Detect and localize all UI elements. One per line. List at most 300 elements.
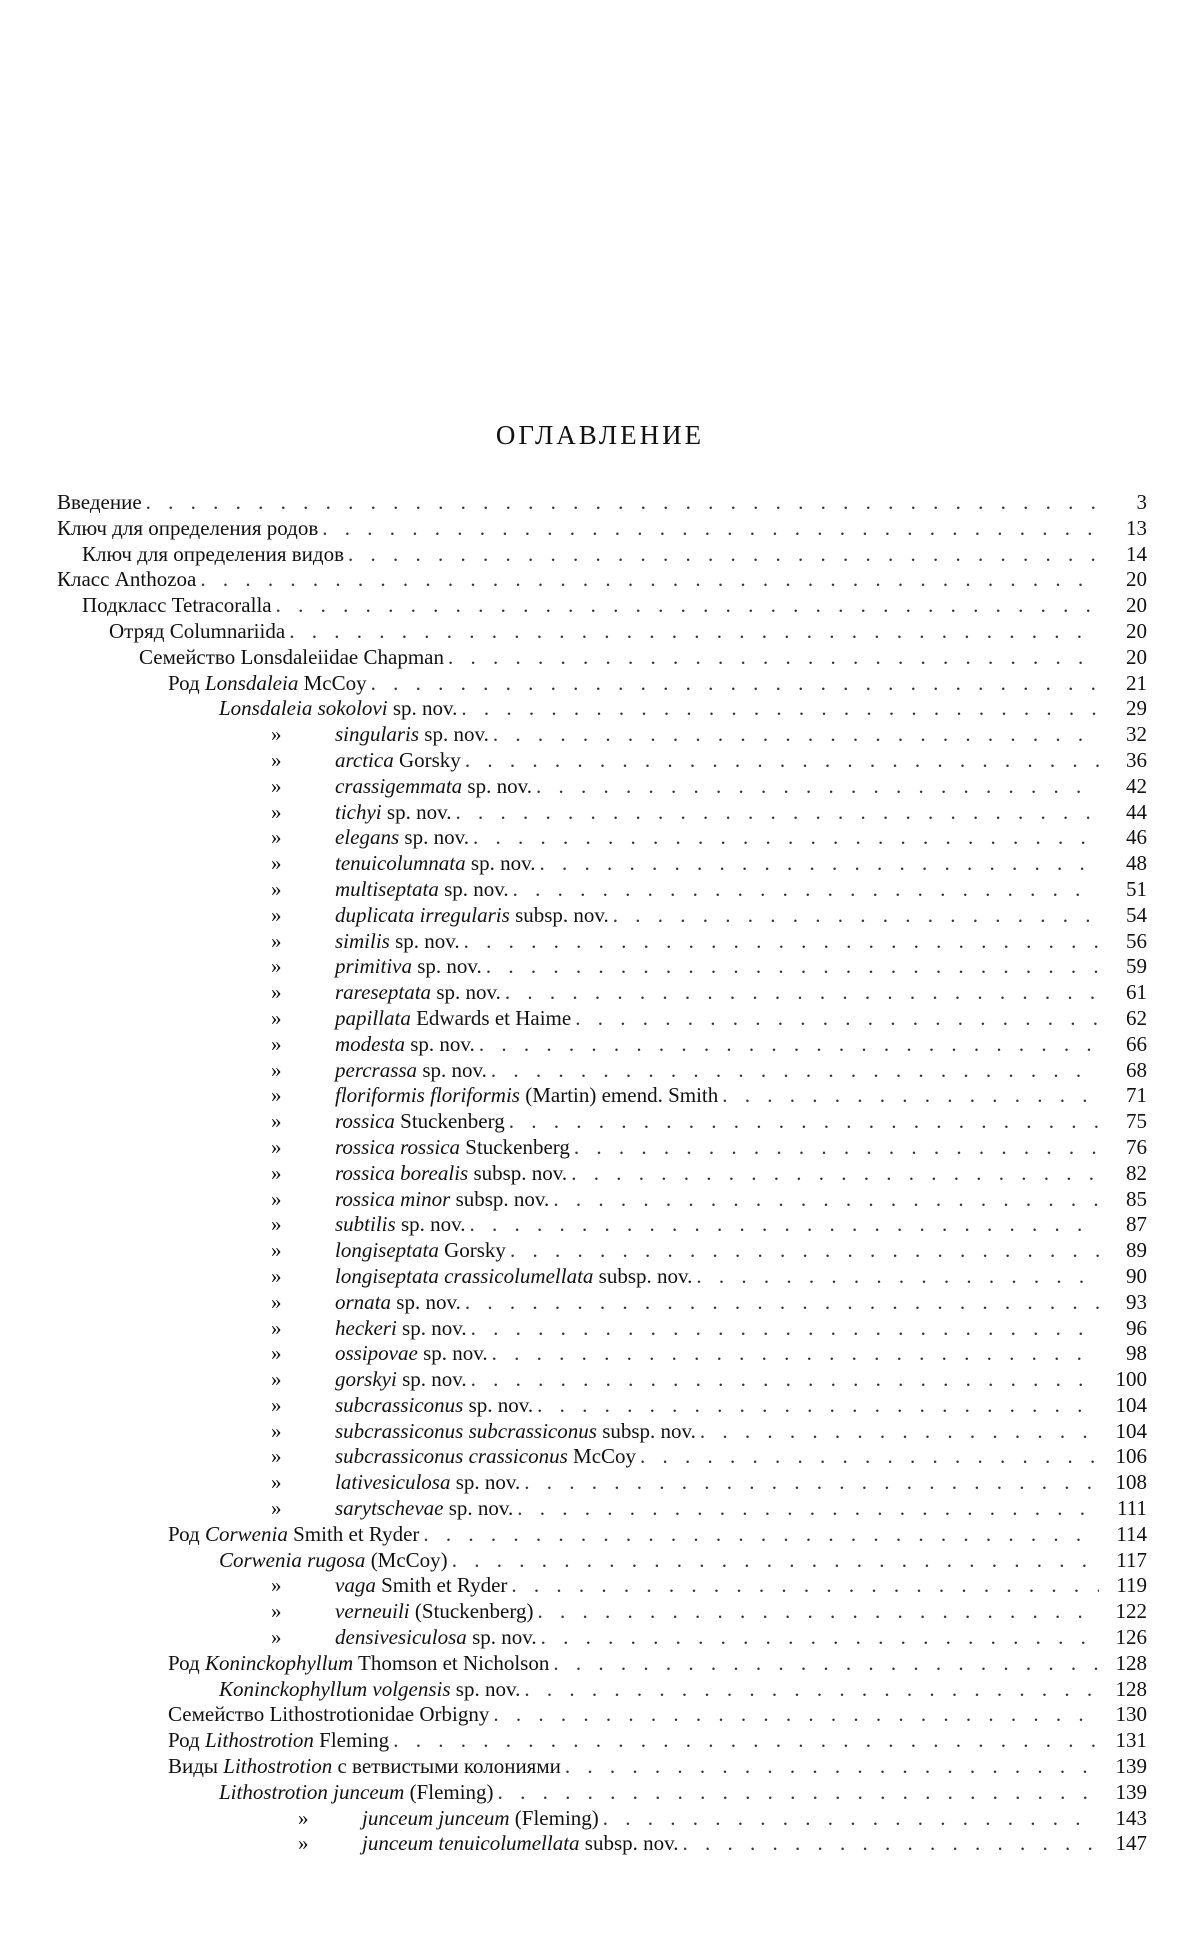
dot-leader [696,1264,1099,1290]
toc-entry-label [168,1754,561,1780]
toc-entry-label [57,490,142,516]
toc-entry-label [271,774,532,800]
page-number: 44 [1126,799,1147,824]
toc-entry [57,1522,1147,1548]
taxon-name: heckeri [335,1315,397,1340]
page-title: ОГЛАВЛЕНИЕ [495,420,705,450]
dot-leader [683,1831,1099,1857]
toc-entry [57,1264,1147,1290]
page-number: 131 [1115,1728,1147,1753]
page-number: 20 [1126,644,1147,669]
toc-entry-label [271,1316,467,1342]
entry-text: McCoy [298,670,367,695]
taxon-name: Lithostrotion junceum [219,1779,405,1804]
toc-entry-label [271,1161,567,1187]
dot-leader [393,1728,1099,1754]
toc-entry-label [271,1290,461,1316]
ditto-mark: » [271,825,282,850]
ditto-mark: » [271,1573,282,1598]
toc-entry [57,1161,1147,1187]
ditto-mark: » [271,1134,282,1159]
toc-entry-label [168,671,367,697]
toc-entry [57,1548,1147,1574]
dot-leader [486,954,1099,980]
page-number: 13 [1126,515,1147,540]
entry-text: sp. nov. [462,773,532,798]
page-number: 114 [1116,1521,1147,1546]
taxon-name: densivesiculosa [335,1625,467,1650]
taxon-name: junceum junceum [362,1805,510,1830]
taxon-name: Lonsdaleia [205,670,299,695]
dot-leader [492,1341,1099,1367]
ditto-mark: » [271,902,282,927]
taxon-name: verneuili [335,1599,410,1624]
taxon-name: Lithostrotion [223,1754,333,1779]
ditto-mark: » [271,1392,282,1417]
entry-text: sp. nov. [395,1212,466,1237]
toc-entry [57,722,1147,748]
dot-leader [348,542,1099,568]
taxon-name: gorskyi [335,1367,397,1392]
toc-entry [57,1212,1147,1238]
taxon-name: junceum tenuicolumellata [362,1831,580,1856]
entry-text: Введение [57,490,142,514]
dot-leader [465,1290,1099,1316]
taxon-name: ornata [335,1289,392,1314]
toc-entry-label [271,1444,636,1470]
taxon-name: Corwenia [205,1521,288,1546]
page-number: 61 [1126,980,1147,1005]
page-number: 42 [1126,773,1147,798]
taxon-name: similis [335,928,390,953]
entry-text: (Martin) emend. Smith [519,1083,719,1108]
entry-text: sp. nov. [463,1392,534,1417]
dot-leader [471,1367,1099,1393]
toc-entry-label [271,929,460,955]
dot-leader [537,1599,1099,1625]
dot-leader [371,671,1099,697]
entry-text: sp. nov. [412,954,482,979]
entry-text: Fleming [313,1728,390,1753]
toc-entry [57,1651,1147,1677]
ditto-mark: » [298,1805,309,1830]
entry-text: sp. nov. [387,696,458,721]
page-number: 3 [1136,490,1147,514]
entry-text: (Stuckenberg) [409,1599,534,1624]
page-number: 128 [1115,1676,1147,1701]
toc-entry-label [109,619,285,645]
toc-entry-label [271,722,489,748]
taxon-name: ossipovae [335,1341,418,1366]
page-number: 130 [1115,1702,1147,1727]
toc-entry [57,1677,1147,1703]
page-number: 100 [1115,1367,1147,1392]
toc-entry-label [271,903,609,929]
entry-text: McCoy [567,1444,637,1469]
page-number: 104 [1115,1418,1147,1443]
toc-entry-label [271,851,535,877]
toc-entry-label [271,1135,570,1161]
page-number: 76 [1126,1134,1147,1159]
dot-leader [539,851,1099,877]
entry-text: Smith et Ryder [375,1573,508,1598]
toc-entry-label [271,1367,467,1393]
toc-entry [57,516,1147,542]
dot-leader [452,1548,1099,1574]
toc-entry [57,1290,1147,1316]
entry-text: Edwards et Haime [410,1005,572,1030]
page-number: 54 [1126,902,1147,927]
entry-text: Smith et Ryder [287,1521,420,1546]
entry-text: subsp. nov. [579,1831,679,1856]
page-number: 71 [1126,1083,1147,1108]
entry-text: sp. nov. [391,1289,461,1314]
entry-text: с ветвистыми колониями [332,1754,561,1779]
dot-leader [574,1135,1099,1161]
toc-entry [57,593,1147,619]
toc-entry-label [271,1006,571,1032]
dot-leader [493,722,1099,748]
toc-entry [57,1625,1147,1651]
dot-leader [461,696,1099,722]
toc-entry [57,645,1147,671]
page-number: 56 [1126,928,1147,953]
page-number: 20 [1126,618,1147,643]
toc-entry [57,1238,1147,1264]
taxon-name: rossica rossica [335,1134,461,1159]
dot-leader [473,825,1099,851]
taxon-name: subcrassiconus [335,1392,464,1417]
entry-text: sp. nov. [405,1031,475,1056]
ditto-mark: » [271,747,282,772]
entry-text: subsp. nov. [596,1418,696,1443]
ditto-mark: » [271,1238,282,1263]
dot-leader [465,748,1099,774]
dot-leader [470,1212,1100,1238]
entry-text: Ключ для определения родов [57,515,319,540]
dot-leader [322,516,1099,542]
toc-entry [57,1599,1147,1625]
toc-entry [57,1032,1147,1058]
entry-text: sp. nov. [450,1676,521,1701]
page-number: 62 [1126,1005,1147,1030]
entry-text: sp. nov. [438,876,509,901]
dot-leader [276,593,1099,619]
dot-leader [524,1470,1099,1496]
dot-leader [603,1806,1099,1832]
dot-leader [640,1444,1099,1470]
toc-entry [57,1316,1147,1342]
page-number: 21 [1126,670,1147,695]
toc-entry [57,851,1147,877]
toc-entry-label [298,1831,679,1857]
taxon-name: Koninckophyllum volgensis [219,1676,451,1701]
toc-entry-label [271,1032,475,1058]
toc-entry [57,800,1147,826]
taxon-name: floriformis floriformis [335,1083,520,1108]
taxon-name: Koninckophyllum [205,1650,354,1675]
dot-leader [575,1006,1099,1032]
entry-text: sp. nov. [466,1625,537,1650]
page-number: 122 [1115,1599,1147,1624]
ditto-mark: » [271,1470,282,1495]
toc-entry [57,1135,1147,1161]
entry-text: subsp. nov. [450,1186,550,1211]
toc-entry-label [219,1780,494,1806]
toc-entry-label [168,1702,489,1728]
toc-entry [57,1496,1147,1522]
toc-entry [57,1754,1147,1780]
ditto-mark: » [271,1031,282,1056]
entry-text: sp. nov. [431,980,501,1005]
toc-entry-label [271,1083,718,1109]
page-number: 46 [1126,825,1147,850]
toc-entry [57,1728,1147,1754]
toc-entry [57,1702,1147,1728]
dot-leader [553,1651,1099,1677]
taxon-name: lativesiculosa [335,1470,451,1495]
ditto-mark: » [271,1599,282,1624]
entry-text: sp. nov. [396,1315,467,1340]
ditto-mark: » [271,1444,282,1469]
taxon-name: modesta [335,1031,405,1056]
ditto-mark: » [271,1315,282,1340]
ditto-mark: » [271,1263,282,1288]
ditto-mark: » [271,1057,282,1082]
entry-text: subsp. nov. [509,902,609,927]
page-number: 139 [1115,1779,1147,1804]
toc-entry [57,490,1147,516]
dot-leader [146,490,1099,516]
toc-entry [57,825,1147,851]
toc-entry-label [271,1625,537,1651]
entry-text: sp. nov. [381,799,452,824]
page-number: 82 [1126,1160,1147,1185]
dot-leader [289,619,1099,645]
entry-text: Род [168,1728,205,1753]
toc-entry-label [271,748,461,774]
toc-entry-label [271,1419,696,1445]
taxon-name: subcrassiconus crassiconus [335,1444,568,1469]
page-number: 104 [1115,1392,1147,1417]
entry-text: Семейство Lithostrotionidae Orbigny [168,1702,490,1727]
table-of-contents [57,490,1147,1857]
toc-entry [57,1780,1147,1806]
entry-text: Класс Anthozoa [57,567,197,592]
toc-entry-label [168,1651,549,1677]
dot-leader [498,1780,1099,1806]
entry-text: Stuckenberg [460,1134,570,1159]
dot-leader [536,774,1099,800]
page-number: 117 [1116,1547,1147,1572]
toc-entry-label [168,1728,389,1754]
toc-entry [57,877,1147,903]
entry-text: (Fleming) [404,1779,494,1804]
taxon-name: multiseptata [335,876,439,901]
page-number: 106 [1115,1444,1147,1469]
dot-leader [479,1032,1099,1058]
page-number: 128 [1115,1650,1147,1675]
ditto-mark: » [271,1289,282,1314]
dot-leader [524,1677,1099,1703]
entry-text: (McCoy) [365,1547,448,1572]
toc-entry [57,1419,1147,1445]
entry-text: sp. nov. [465,851,536,876]
page-number: 111 [1117,1496,1147,1521]
toc-entry [57,1806,1147,1832]
toc-entry [57,1006,1147,1032]
ditto-mark: » [271,1005,282,1030]
page-number: 51 [1126,876,1147,901]
toc-entry [57,696,1147,722]
entry-text: Stuckenberg [394,1109,505,1134]
page-number: 32 [1126,722,1147,747]
toc-entry [57,929,1147,955]
toc-entry-label [271,1212,466,1238]
toc-entry-label [271,1264,692,1290]
page-number: 98 [1126,1341,1147,1366]
toc-entry-label [271,1393,533,1419]
ditto-mark: » [271,1083,282,1108]
entry-text: sp. nov. [419,722,489,747]
toc-entry-label [298,1806,599,1832]
toc-entry-label [82,542,344,568]
dot-leader [513,877,1099,903]
ditto-mark: » [271,1212,282,1237]
ditto-mark: » [271,954,282,979]
page-number: 143 [1115,1805,1147,1830]
toc-entry [57,1058,1147,1084]
toc-entry-label [271,1238,506,1264]
taxon-name: subcrassiconus subcrassiconus [335,1418,597,1443]
dot-leader [700,1419,1099,1445]
dot-leader [455,800,1099,826]
page-number: 87 [1126,1212,1147,1237]
dot-leader [491,1058,1099,1084]
taxon-name: subtilis [335,1212,396,1237]
ditto-mark: » [271,876,282,901]
toc-entry-label [168,1522,419,1548]
taxon-name: duplicata irregularis [335,902,510,927]
toc-entry-label [219,1677,520,1703]
ditto-mark: » [271,799,282,824]
taxon-name: rossica minor [335,1186,451,1211]
ditto-mark: » [271,1109,282,1134]
dot-leader [511,1573,1099,1599]
dot-leader [571,1161,1099,1187]
entry-text: Подкласс Tetracoralla [82,593,272,618]
toc-entry [57,980,1147,1006]
entry-text: Отряд Columnariida [109,618,286,643]
entry-text: Семейство Lonsdaleiidae Chapman [139,644,444,669]
ditto-mark: » [271,1496,282,1521]
toc-entry [57,1083,1147,1109]
toc-entry-label [82,593,272,619]
taxon-name: rareseptata [335,980,432,1005]
entry-text: sp. nov. [417,1341,488,1366]
page-number: 139 [1115,1754,1147,1779]
taxon-name: rossica [335,1109,395,1134]
entry-text: (Fleming) [509,1805,599,1830]
dot-leader [541,1625,1099,1651]
ditto-mark: » [271,928,282,953]
page-number: 20 [1126,593,1147,618]
page-number: 29 [1126,696,1147,721]
taxon-name: crassigemmata [335,773,463,798]
entry-text: Род [168,1521,205,1546]
dot-leader [510,1238,1099,1264]
entry-text: Gorsky [393,747,461,772]
toc-entry-label [271,954,482,980]
dot-leader [200,567,1099,593]
page-number: 66 [1126,1031,1147,1056]
toc-entry-label [271,825,469,851]
page-number: 75 [1126,1109,1147,1134]
taxon-name: arctica [335,747,394,772]
page-number: 90 [1126,1263,1147,1288]
ditto-mark: » [298,1831,309,1856]
dot-leader [493,1702,1099,1728]
taxon-name: tichyi [335,799,382,824]
ditto-mark: » [271,1625,282,1650]
page-number: 93 [1126,1289,1147,1314]
toc-entry [57,619,1147,645]
ditto-mark: » [271,851,282,876]
toc-entry-label [271,1599,533,1625]
taxon-name: longiseptata crassicolumellata [335,1263,594,1288]
toc-entry [57,1341,1147,1367]
entry-text: sp. nov. [417,1057,487,1082]
entry-text: sp. nov. [396,1367,467,1392]
entry-text: Gorsky [438,1238,506,1263]
entry-text: Ключ для определения видов [82,541,344,566]
dot-leader [509,1109,1099,1135]
ditto-mark: » [271,1186,282,1211]
ditto-mark: » [271,1418,282,1443]
toc-entry-label [271,1341,488,1367]
entry-text: Род [168,1650,205,1675]
dot-leader [505,980,1099,1006]
ditto-mark: » [271,1160,282,1185]
page-number: 68 [1126,1057,1147,1082]
page-number: 85 [1126,1186,1147,1211]
toc-entry-label [271,1573,507,1599]
taxon-name: Lonsdaleia sokolovi [219,696,388,721]
dot-leader [537,1393,1099,1419]
entry-text: subsp. nov. [593,1263,693,1288]
page-number: 96 [1126,1315,1147,1340]
toc-entry-label [271,1496,513,1522]
toc-entry-label [271,980,501,1006]
toc-entry [57,954,1147,980]
toc-entry-label [271,1470,520,1496]
toc-entry [57,1573,1147,1599]
taxon-name: elegans [335,825,400,850]
toc-entry [57,1470,1147,1496]
toc-entry-label [271,1187,549,1213]
page-number: 20 [1126,567,1147,592]
toc-entry [57,1109,1147,1135]
dot-leader [448,645,1099,671]
page-number: 48 [1126,851,1147,876]
page-number: 14 [1126,541,1147,566]
taxon-name: percrassa [335,1057,418,1082]
toc-entry-label [139,645,444,671]
entry-text: Thomson et Nicholson [353,1650,550,1675]
entry-text: subsp. nov. [468,1160,568,1185]
ditto-mark: » [271,773,282,798]
ditto-mark: » [271,1341,282,1366]
